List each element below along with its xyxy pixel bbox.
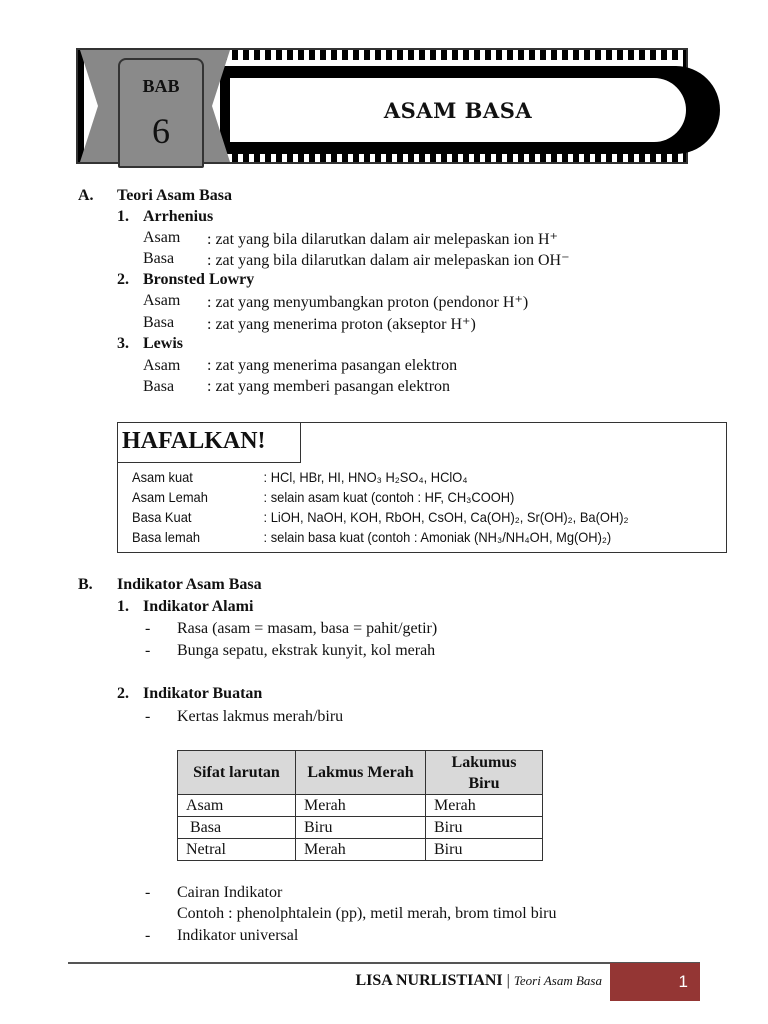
- term: Basa: [143, 250, 175, 267]
- item-title: Indikator Buatan: [143, 685, 263, 702]
- table-row: [178, 839, 543, 861]
- cell: Merah: [296, 839, 426, 861]
- bullet-text: Kertas lakmus merah/biru: [177, 708, 344, 725]
- table-row: [178, 795, 543, 817]
- definition: : zat yang menerima proton (akseptor H⁺): [207, 316, 476, 333]
- item-num: 1.: [117, 208, 129, 225]
- bullet-subtext: Contoh : phenolphtalein (pp), metil merah, brom timol biru: [177, 905, 557, 922]
- term: Asam: [143, 357, 181, 374]
- footer-text: [355, 972, 602, 990]
- bullet-text: Indikator universal: [177, 927, 299, 944]
- term: Basa: [143, 378, 175, 395]
- bullet-text: Bunga sepatu, ekstrak kunyit, kol merah: [177, 642, 436, 659]
- item-title: Bronsted Lowry: [143, 271, 255, 288]
- section-b-letter: B.: [78, 576, 93, 593]
- cell: Biru: [426, 839, 543, 861]
- item-title: Lewis: [143, 335, 183, 352]
- chapter-title: ASAM BASA: [383, 98, 533, 123]
- term: Basa: [143, 314, 175, 331]
- item-num: 1.: [117, 598, 129, 615]
- section-b-heading: Indikator Asam Basa: [117, 576, 262, 593]
- definition: : zat yang bila dilarutkan dalam air melepaskan ion H⁺: [207, 231, 558, 248]
- column-header: Lakumus Biru: [426, 751, 543, 795]
- term: Asam: [143, 229, 181, 246]
- term: Asam: [143, 292, 181, 309]
- chapter-badge: [118, 58, 204, 168]
- definition: : zat yang menerima pasangan elektron: [207, 357, 458, 374]
- footer-divider: [68, 962, 700, 964]
- table-header-row: [178, 751, 543, 795]
- hafalkan-row: [132, 469, 468, 485]
- column-header: Lakmus Merah: [296, 751, 426, 795]
- bullet-dash: -: [145, 620, 151, 637]
- term: Asam Lemah: [132, 489, 208, 505]
- cell: Merah: [296, 795, 426, 817]
- bullet-text: Cairan Indikator: [177, 884, 283, 901]
- item-title: Arrhenius: [143, 208, 214, 225]
- cell: Biru: [426, 817, 543, 839]
- term: Basa Kuat: [132, 509, 192, 525]
- definition: : LiOH, NaOH, KOH, RbOH, CsOH, Ca(OH)₂, Sr(OH)₂, Ba(OH)₂: [263, 509, 629, 525]
- term: Asam kuat: [132, 469, 193, 485]
- hafalkan-row: [132, 489, 514, 505]
- hafalkan-row: [132, 529, 611, 545]
- footer-subject: Teori Asam Basa: [513, 973, 602, 988]
- bullet-text: Rasa (asam = masam, basa = pahit/getir): [177, 620, 438, 637]
- table-row: [178, 817, 543, 839]
- definition: : zat yang memberi pasangan elektron: [207, 378, 451, 395]
- section-a-heading: Teori Asam Basa: [117, 187, 232, 204]
- litmus-table: [177, 750, 543, 861]
- section-a-letter: A.: [78, 187, 94, 204]
- hafalkan-box: [117, 422, 727, 553]
- chapter-title-banner: [220, 66, 720, 154]
- footer-author: LISA NURLISTIANI: [355, 972, 503, 989]
- item-num: 3.: [117, 335, 129, 352]
- definition: : selain asam kuat (contoh : HF, CH₃COOH): [263, 489, 515, 505]
- term: Basa lemah: [132, 529, 201, 545]
- chapter-number: 6: [152, 111, 170, 151]
- footer-separator: |: [506, 972, 510, 989]
- bullet-dash: -: [145, 884, 151, 901]
- hafalkan-row: [132, 509, 628, 525]
- definition: : HCl, HBr, HI, HNO₃ H₂SO₄, HClO₄: [263, 469, 468, 485]
- item-num: 2.: [117, 271, 129, 288]
- bullet-dash: -: [145, 708, 151, 725]
- definition: : zat yang bila dilarutkan dalam air melepaskan ion OH⁻: [207, 252, 570, 269]
- definition: : zat yang menyumbangkan proton (pendonor H⁺): [207, 294, 529, 311]
- item-title: Indikator Alami: [143, 598, 254, 615]
- column-header: Sifat larutan: [178, 751, 296, 795]
- cell: Netral: [178, 839, 296, 861]
- cell: Basa: [178, 817, 296, 839]
- cell: Asam: [178, 795, 296, 817]
- bab-label: BAB: [142, 76, 180, 96]
- hafalkan-title: HAFALKAN!: [118, 423, 301, 463]
- page-number: 1: [610, 963, 700, 1001]
- cell: Biru: [296, 817, 426, 839]
- definition: : selain basa kuat (contoh : Amoniak (NH₃/NH₄OH, Mg(OH)₂): [263, 529, 612, 545]
- bullet-dash: -: [145, 642, 151, 659]
- item-num: 2.: [117, 685, 129, 702]
- cell: Merah: [426, 795, 543, 817]
- bullet-dash: -: [145, 927, 151, 944]
